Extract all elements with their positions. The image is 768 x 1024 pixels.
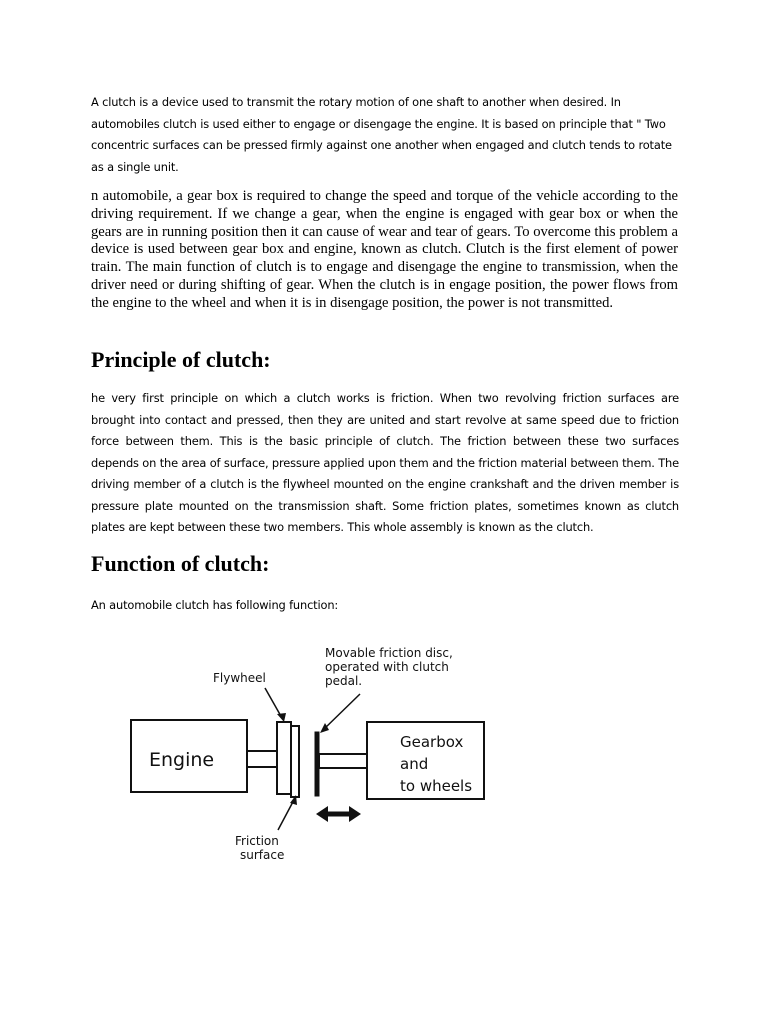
function-intro: An automobile clutch has following function: [91,598,339,612]
flywheel-pointer [265,688,282,718]
friction-surface [291,726,299,797]
disc-pointer [323,694,360,730]
friction-label: Friction surface [235,834,285,862]
movement-arrow-right-head [349,806,361,822]
principle-paragraph: he very first principle on which a clutch works is friction. When two revolving friction surfaces are brought into contact and pressed, then they are united and start revolve at same speed due to friction force between them. This is the basic principle of clutch. The friction between these two surfaces depends on the area of surface, pressure applied upon them and the friction material between them. The driving member of a clutch is the flywheel mounted on the engine crankshaft and the driven member is pressure plate mounted on the transmission shaft. Some friction plates, sometimes known as clutch plates are kept between these two members. This whole assembly is known as the clutch. [91,391,679,534]
function-heading: Function of clutch: [91,551,270,576]
flywheel [277,722,291,794]
disc-label: Movable friction disc, operated with clutch pedal. [325,646,453,688]
movement-arrow-left-head [316,806,328,822]
automobile-paragraph: n automobile, a gear box is required to change the speed and torque of the vehicle according to the driving requirement. If we change a gear, when the engine is engaged with gear box or when the gears are in running position then it can cause of wear and tear of gears. To overcome this problem a device is used between gear box and engine, known as clutch. Clutch is the first element of power train. The main function of clutch is to engage and disengage the engine to transmission, when the driver need or during shifting of gear. When the clutch is in engage position, the power flows from the engine to the wheel and when it is in disengage position, the power is not transmitted. [91,188,678,311]
engine-label: Engine [149,749,215,771]
principle-heading: Principle of clutch: [91,347,271,372]
flywheel-arrowhead [277,713,286,722]
transmission-shaft [319,754,367,768]
crankshaft [247,751,277,767]
flywheel-label: Flywheel [213,671,266,685]
intro-paragraph: A clutch is a device used to transmit the rotary motion of one shaft to another when desired. In automobiles clutch is used either to engage or disengage the engine. It is based on principle that " Two concentric surfaces can be pressed firmly against one another when engaged and clutch tends to rotate as a single unit. [91,95,672,174]
clutch-diagram [120,630,500,880]
gearbox-label: Gearbox and to wheels [400,733,473,795]
